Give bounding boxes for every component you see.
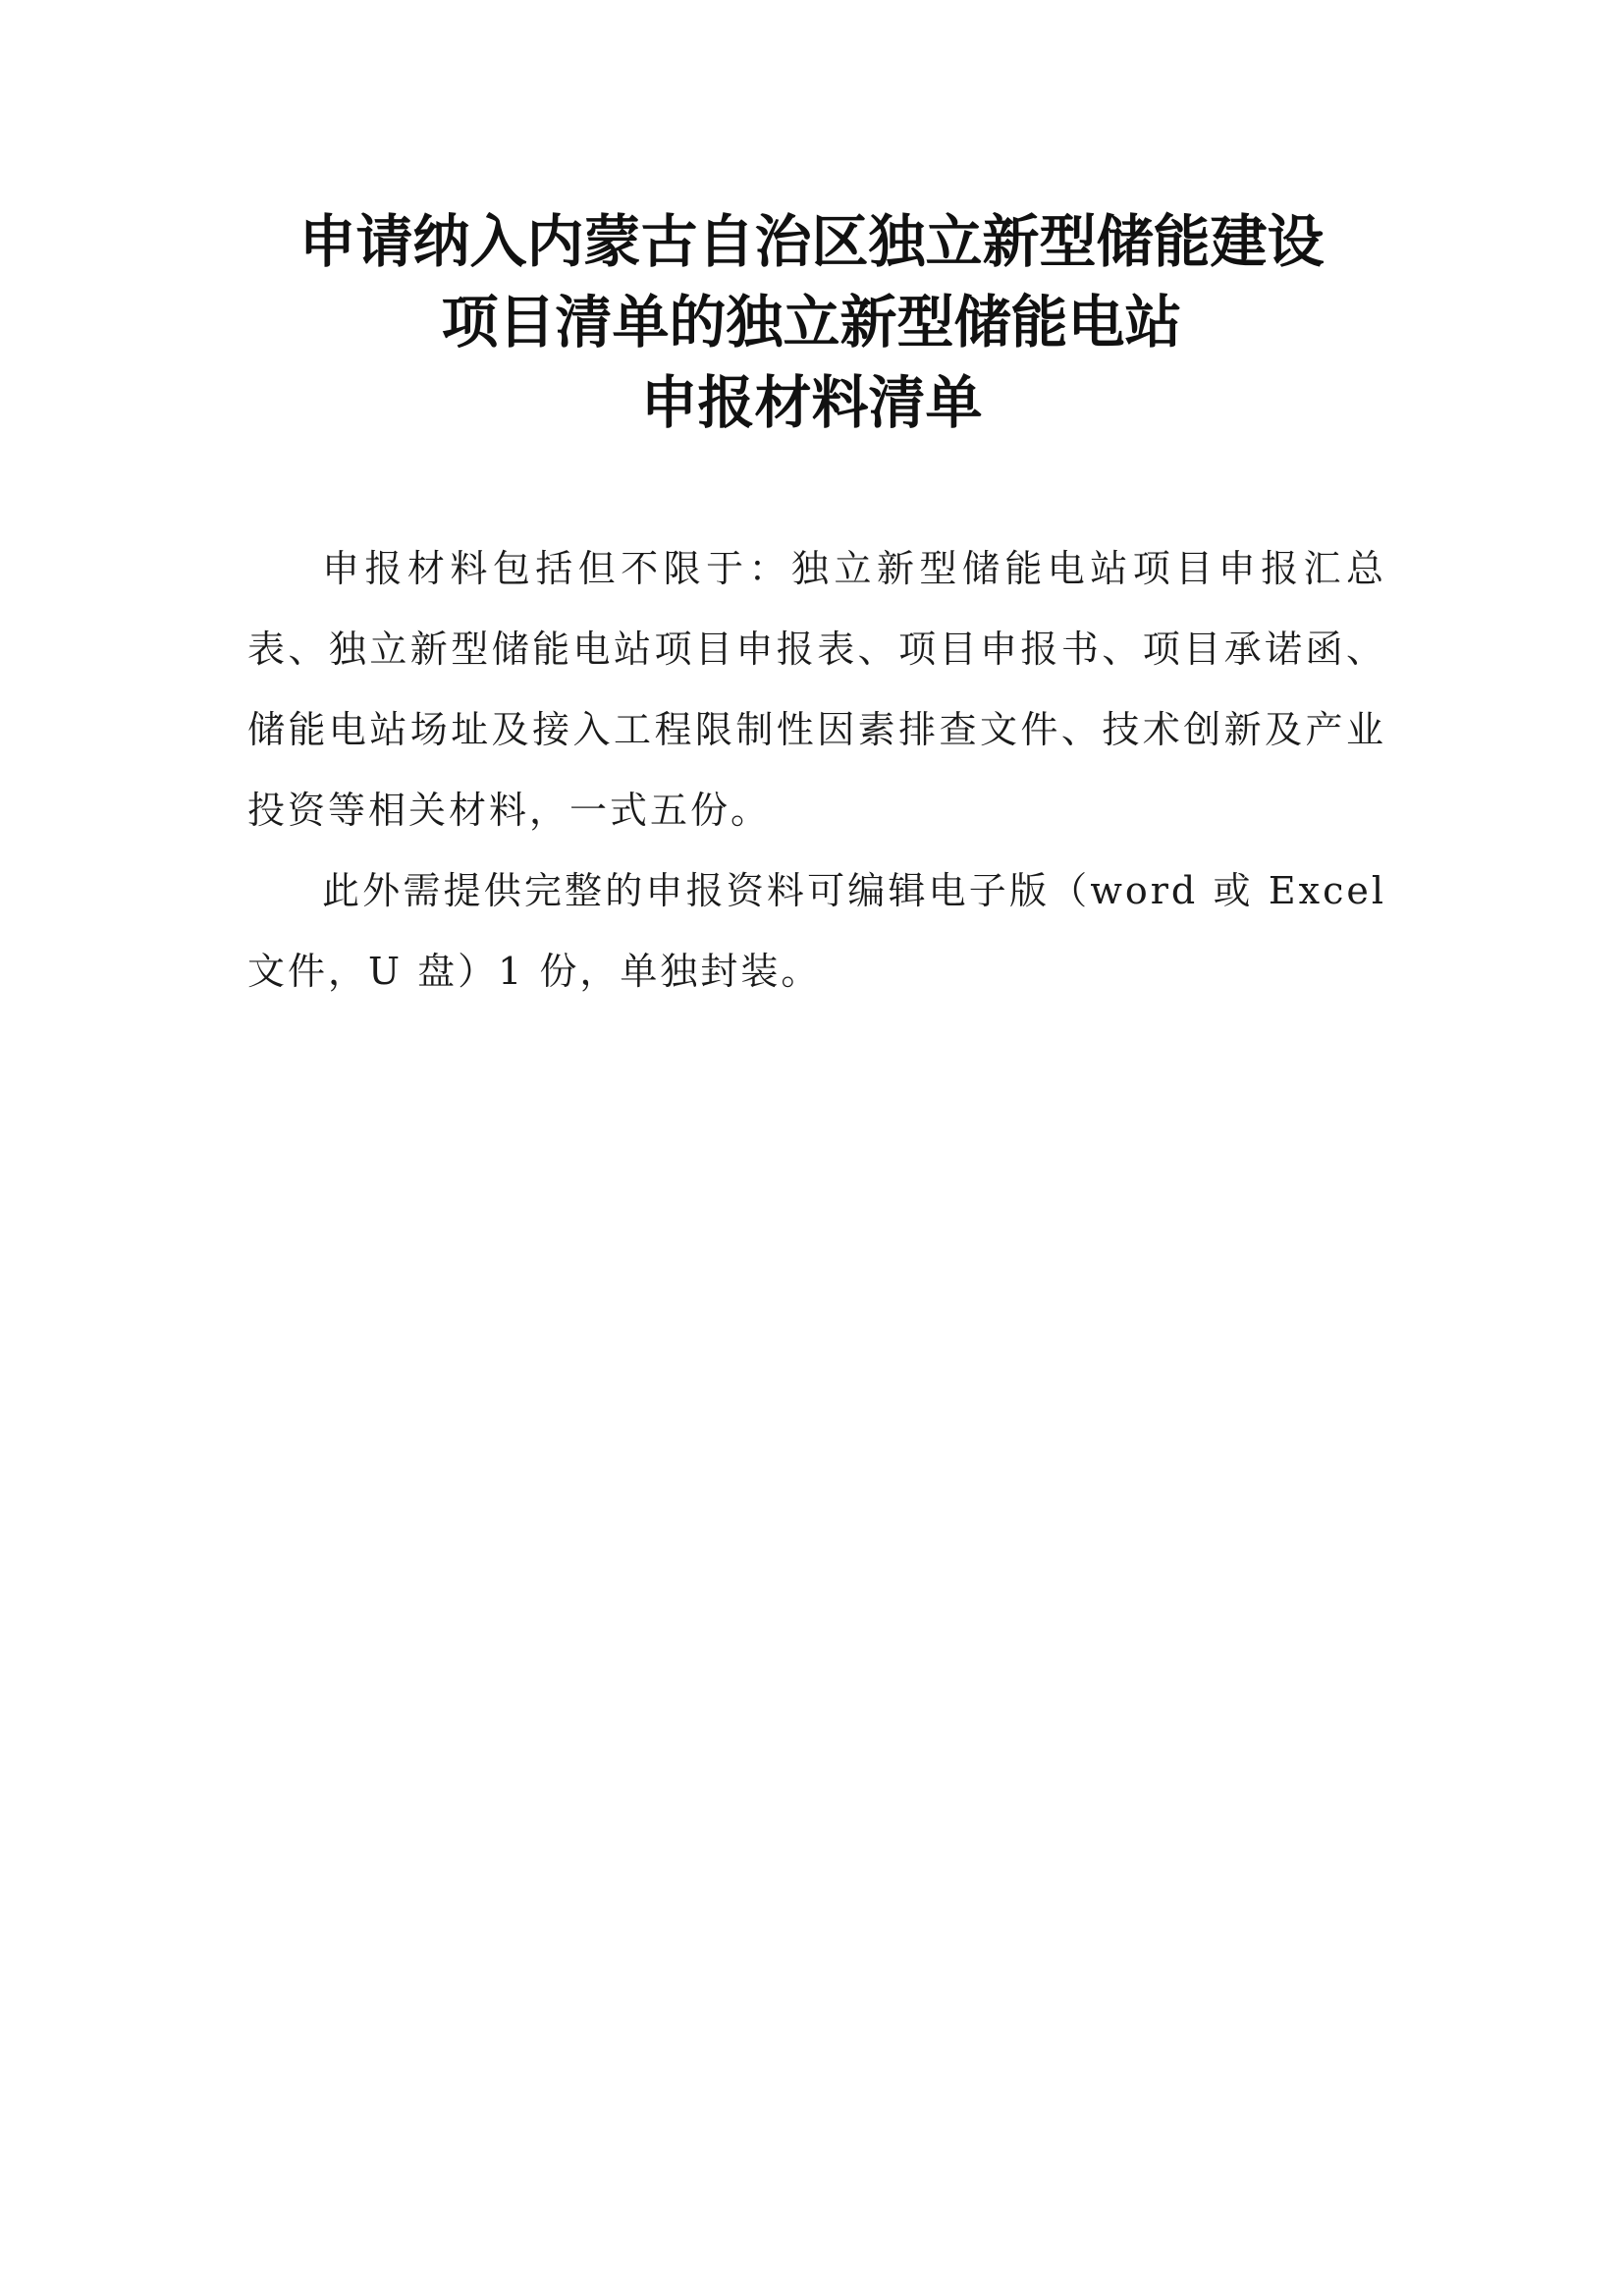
document-body	[247, 528, 1386, 1011]
title-line-3: 申报材料清单	[640, 369, 983, 436]
title-line-2: 项目清单的独立新型储能电站	[441, 289, 1182, 355]
paragraph-materials: 申报材料包括但不限于：独立新型储能电站项目申报汇总表、独立新型储能电站项目申报表、项目申报书、项目承诺函、储能电站场址及接入工程限制性因素排查文件、技术创新及产业投资等相关材料，一式五份。	[247, 547, 1386, 832]
title-line-1: 申请纳入内蒙古自治区独立新型储能建设	[298, 208, 1325, 275]
document-title	[196, 201, 1427, 443]
paragraph-electronic-copy: 此外需提供完整的申报资料可编辑电子版（word 或 Excel 文件，U 盘）1 份，单独封装。	[247, 869, 1386, 993]
